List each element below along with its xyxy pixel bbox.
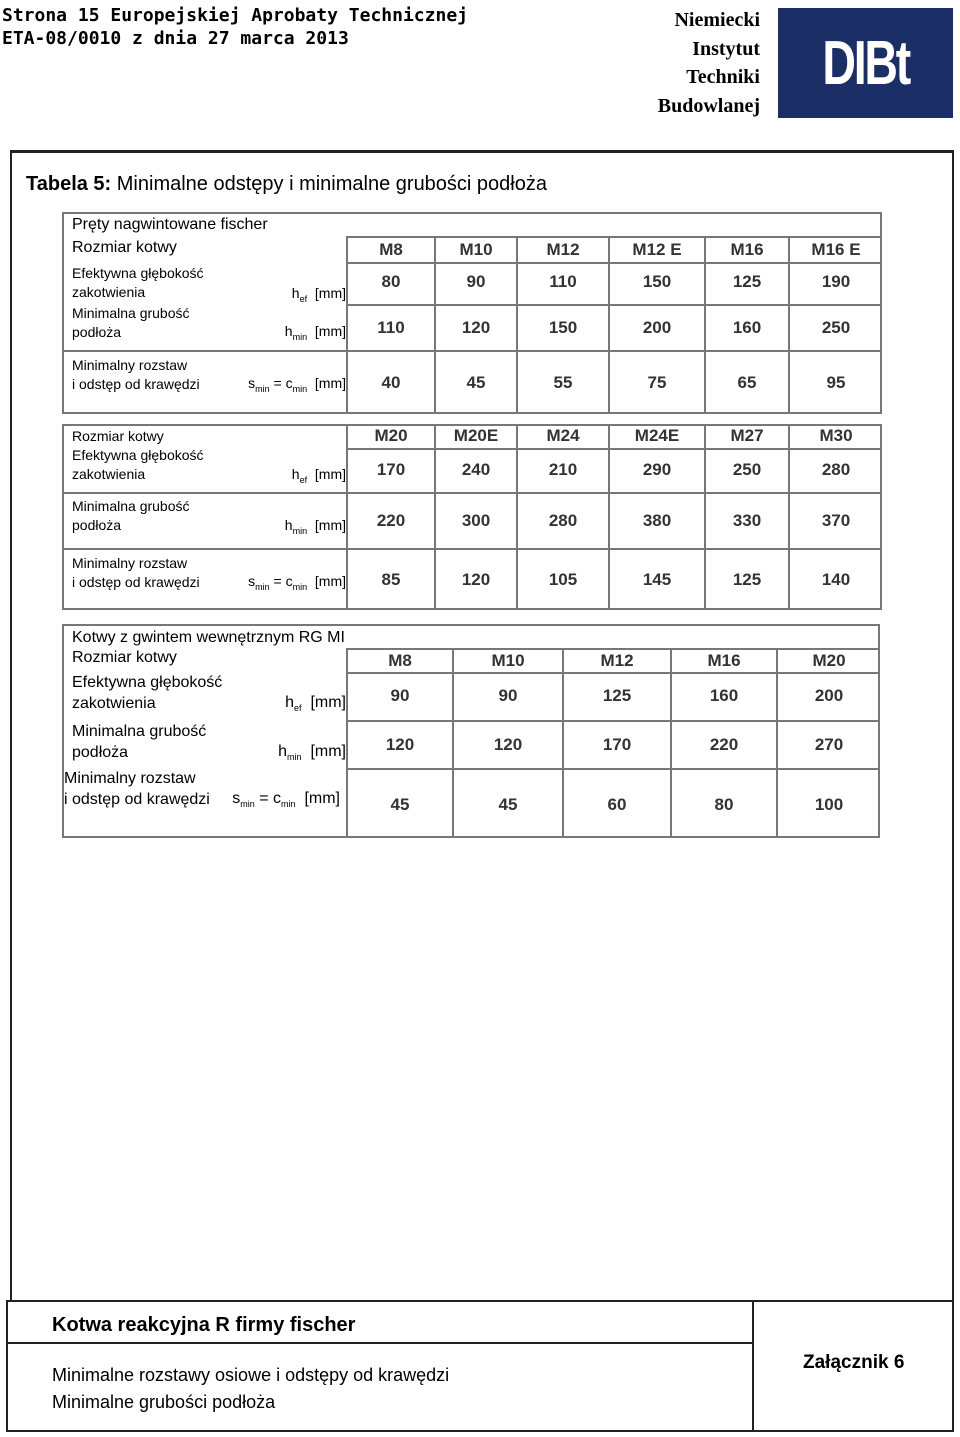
table2-cell: 250 <box>732 460 762 479</box>
table3-cell: 120 <box>493 735 523 754</box>
table3-size: M12 <box>600 651 634 670</box>
table1-header-bottom <box>346 262 882 264</box>
table3-cell: 200 <box>814 686 844 705</box>
table1-cell: 110 <box>549 272 577 291</box>
table3-cell: 270 <box>814 735 844 754</box>
table3-cell: 160 <box>709 686 739 705</box>
footer-title-underline <box>8 1342 752 1344</box>
row-label-line: zakotwienia <box>72 695 156 712</box>
table3-cell: 220 <box>709 735 739 754</box>
footer-subtitle-line1: Minimalne rozstawy osiowe i odstępy od krawędzi <box>52 1365 450 1385</box>
table3-row3-unit: $s_{min} = c_{min}$ [mm] <box>232 790 340 810</box>
table1-size-label: Rozmiar kotwy <box>72 239 177 256</box>
dibt-logo <box>778 8 953 118</box>
row-label-line: Minimalna grubość <box>72 498 190 514</box>
table1-header-top <box>346 236 882 238</box>
row-label-line: zakotwienia <box>72 466 146 482</box>
table1-row3-label <box>72 356 200 394</box>
table3-cell: 90 <box>498 686 518 705</box>
row-label-line: Efektywna głębokość <box>72 674 223 691</box>
table3-row1-label <box>72 672 222 714</box>
table2-cell: 105 <box>548 570 578 589</box>
institute-line: Techniki <box>686 66 760 88</box>
table3-size: M16 <box>707 651 741 670</box>
table2-size: M30 <box>819 426 853 445</box>
table1-cell: 80 <box>381 272 401 291</box>
table2-cell: 280 <box>821 460 851 479</box>
row-label-line: podłoża <box>72 744 129 761</box>
table2-cell: 85 <box>381 570 401 589</box>
table1-cell: 150 <box>642 272 672 291</box>
footer-divider <box>752 1302 754 1430</box>
institute-line: Niemiecki <box>674 9 760 31</box>
table2-cell: 170 <box>376 460 406 479</box>
caption-text: Minimalne odstępy i minimalne grubości podłoża <box>111 173 547 195</box>
table2-cell: 330 <box>732 511 762 530</box>
table2-size: M24 <box>546 426 580 445</box>
table3-size: M8 <box>388 651 412 670</box>
row-label-line: Minimalna grubość <box>72 723 207 740</box>
table1-cell: 120 <box>461 318 491 337</box>
table2-size-label: Rozmiar kotwy <box>72 428 164 444</box>
table1-title: Pręty nagwintowane fischer <box>72 216 268 233</box>
table1-size: M8 <box>379 240 403 259</box>
row-label-line: Minimalny rozstaw <box>64 770 196 787</box>
table-caption <box>26 173 547 196</box>
table2-cell: 145 <box>642 570 672 589</box>
table2-row-divider <box>62 492 882 494</box>
row-label-line: zakotwienia <box>72 284 146 300</box>
row-label-line: Minimalny rozstaw <box>72 555 188 571</box>
table3-row-divider <box>346 768 880 770</box>
table1-row-divider <box>346 304 882 306</box>
table2-row1-label <box>72 446 204 484</box>
table1-cell: 55 <box>553 373 573 392</box>
table2-cell: 280 <box>548 511 578 530</box>
institute-line: Instytut <box>692 37 760 60</box>
table1-cell: 45 <box>466 373 486 392</box>
table3-cell: 170 <box>602 735 632 754</box>
table1-cell: 95 <box>826 373 846 392</box>
table2-cell: 370 <box>821 511 851 530</box>
table1-cell: 150 <box>548 318 578 337</box>
table2-size: M20 <box>374 426 408 445</box>
table1-cell: 65 <box>737 373 757 392</box>
table3-cell: 100 <box>814 795 844 814</box>
table3-header-top <box>346 648 880 650</box>
table1-size: M16 <box>730 240 764 259</box>
table1-cell: 40 <box>381 373 401 392</box>
table1-cell: 250 <box>821 318 851 337</box>
table1-cell: 90 <box>466 272 486 291</box>
table1-row2-unit: $h_{min}$ [mm] <box>284 323 346 342</box>
table3-row2-label <box>72 721 206 763</box>
table1-cell: 200 <box>642 318 672 337</box>
row-label-line: i odstęp od krawędzi <box>64 791 210 808</box>
table1-cell: 160 <box>732 318 762 337</box>
table3-row1-unit: $h_{ef}$ [mm] <box>285 694 346 714</box>
table2-cell: 220 <box>376 511 406 530</box>
table3-row2-unit: $h_{min}$ [mm] <box>278 743 346 763</box>
table3-cell: 125 <box>602 686 632 705</box>
table3-row-divider <box>346 720 880 722</box>
table2-row2-label <box>72 497 190 535</box>
row-label-line: podłoża <box>72 324 122 340</box>
table2-cell: 140 <box>821 570 851 589</box>
table1-row1-label <box>72 264 204 302</box>
table3-size-label: Rozmiar kotwy <box>72 649 177 666</box>
dibt-logo-text: DIBt <box>822 28 909 98</box>
caption-prefix: Tabela 5: <box>26 173 112 195</box>
row-label-line: Efektywna głębokość <box>72 447 204 463</box>
table1-row1-unit: $h_{ef}$ [mm] <box>291 285 346 304</box>
page-reference-line1: Strona 15 Europejskiej Aprobaty Technicznej <box>2 5 468 26</box>
row-label-line: Minimalna grubość <box>72 305 190 321</box>
table1-cell: 110 <box>377 318 405 337</box>
table2-cell: 210 <box>548 460 578 479</box>
table3-cell: 45 <box>390 795 410 814</box>
table1-size: M12 <box>546 240 580 259</box>
table2-cell: 120 <box>461 570 491 589</box>
table3-size: M10 <box>491 651 525 670</box>
table3-cell: 60 <box>607 795 627 814</box>
table2-cell: 240 <box>461 460 491 479</box>
footer-title: Kotwa reakcyjna R firmy fischer <box>52 1314 356 1336</box>
row-label-line: Minimalny rozstaw <box>72 357 188 373</box>
table2-header-bottom <box>346 448 882 450</box>
page-reference-line2: ETA-08/0010 z dnia 27 marca 2013 <box>2 28 349 49</box>
table2-size: M24E <box>634 426 680 445</box>
row-label-line: podłoża <box>72 517 122 533</box>
table3-cell: 80 <box>714 795 734 814</box>
footer-box <box>6 1300 954 1432</box>
table3-cell: 90 <box>390 686 410 705</box>
table2-size: M20E <box>453 426 499 445</box>
table2-cell: 125 <box>732 570 762 589</box>
row-label-line: i odstęp od krawędzi <box>72 376 200 392</box>
page-reference <box>2 4 468 50</box>
table3-row3-label <box>64 768 210 810</box>
footer-subtitle-line2: Minimalne grubości podłoża <box>52 1392 276 1412</box>
table1-cell: 190 <box>821 272 851 291</box>
table2-cell: 380 <box>642 511 672 530</box>
annex-number: Załącznik 6 <box>803 1352 905 1373</box>
table2-row-divider <box>62 548 882 550</box>
table3-cell: 120 <box>385 735 415 754</box>
table1-size: M12 E <box>632 240 682 259</box>
row-label-line: i odstęp od krawędzi <box>72 574 200 590</box>
table1-cell: 75 <box>647 373 667 392</box>
table2-cell: 290 <box>642 460 672 479</box>
table1-row2-label <box>72 304 190 342</box>
table2-row2-unit: $h_{min}$ [mm] <box>284 517 346 536</box>
footer-subtitle <box>52 1362 449 1416</box>
table3-header-bottom <box>346 672 880 674</box>
table2-row1-unit: $h_{ef}$ [mm] <box>291 466 346 485</box>
table3-cell: 45 <box>498 795 518 814</box>
table3-size: M20 <box>812 651 846 670</box>
institute-line: Budowlanej <box>657 94 760 117</box>
table1-row-divider <box>62 350 882 352</box>
table2-row3-unit: $s_{min} = c_{min}$ [mm] <box>248 573 346 592</box>
table1-cell: 125 <box>732 272 762 291</box>
table1-size: M10 <box>459 240 493 259</box>
table1-row3-unit: $s_{min} = c_{min}$ [mm] <box>248 375 346 394</box>
institute-name <box>658 6 760 120</box>
table2-row3-label <box>72 554 200 592</box>
table2-cell: 300 <box>461 511 491 530</box>
table1-size: M16 E <box>811 240 861 259</box>
table3-title: Kotwy z gwintem wewnętrznym RG MI <box>72 629 345 646</box>
row-label-line: Efektywna głębokość <box>72 265 204 281</box>
table2-size: M27 <box>730 426 764 445</box>
